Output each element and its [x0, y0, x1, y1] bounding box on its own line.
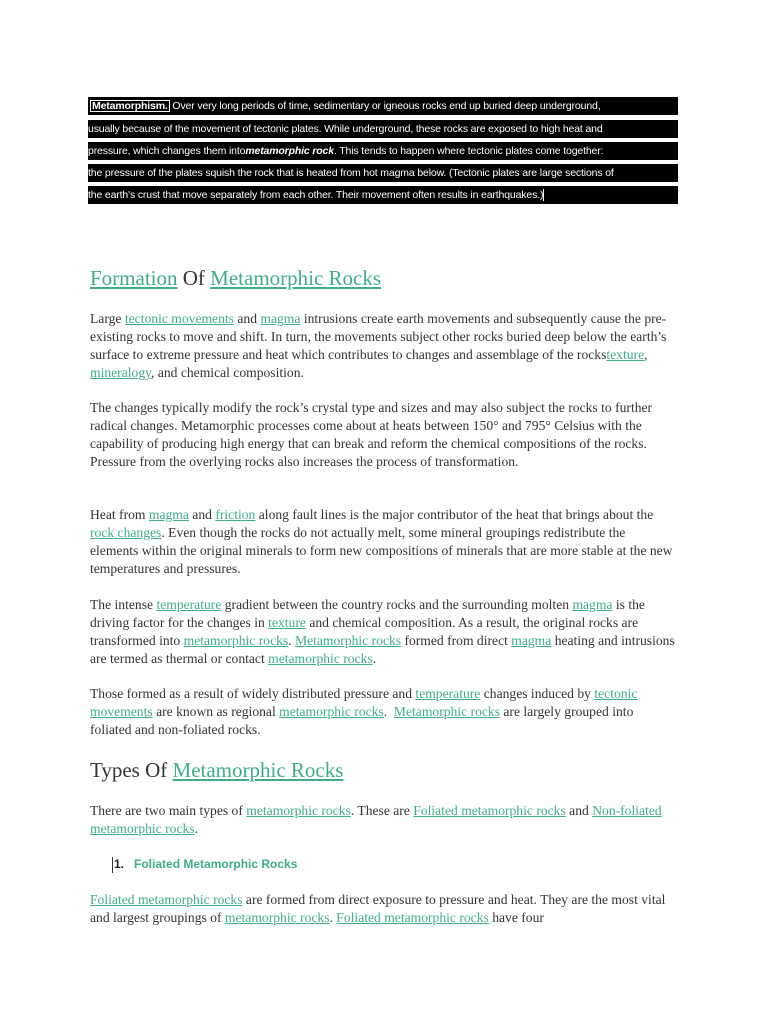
text: ,	[644, 347, 648, 362]
text: changes induced by	[480, 686, 595, 701]
text: Heat from	[90, 507, 149, 522]
text: There are two main types of	[90, 803, 247, 818]
link-tectonic-movements[interactable]: tectonic movements	[124, 311, 234, 326]
text: The intense	[90, 597, 157, 612]
text: gradient between the country rocks and the surrounding molten	[221, 597, 573, 612]
highlight-term: Metamorphism.	[92, 100, 168, 112]
list-label[interactable]: Foliated Metamorphic Rocks	[134, 857, 298, 871]
highlight-text-2: usually because of the movement of tectonic plates. While underground, these rocks are exposed to high heat and	[88, 123, 603, 135]
text: and	[565, 803, 593, 818]
heading-types	[90, 758, 343, 783]
link-metamorphic-rocks[interactable]: metamorphic rocks	[268, 651, 373, 666]
text-cursor	[112, 857, 113, 873]
paragraph-7	[90, 891, 675, 927]
link-non-foliated-metamorphic-rocks[interactable]: Non-foliated metamorphic rocks	[90, 803, 662, 836]
text: are formed from direct exposure to pressure and heat. They are the most vital and largest groupings of	[90, 892, 666, 925]
text: and chemical composition. As a result, the original rocks are transformed into	[90, 615, 639, 648]
text: along fault lines is the major contributor of the heat that brings about the	[255, 507, 654, 522]
text: is the driving factor for the changes in	[90, 597, 645, 630]
highlight-text-3a: pressure, which changes them into	[88, 145, 246, 157]
paragraph-5	[90, 685, 675, 739]
link-texture[interactable]: texture	[268, 615, 306, 630]
highlight-line-3	[88, 142, 678, 160]
text: . These are	[350, 803, 414, 818]
text: .	[194, 821, 198, 836]
highlight-text-3c: . This tends to happen where tectonic plates come together:	[333, 145, 604, 157]
link-metamorphic-rocks[interactable]: metamorphic rocks	[279, 704, 384, 719]
link-foliated-metamorphic-rocks[interactable]: Foliated metamorphic rocks	[336, 910, 489, 925]
list-number: 1.	[114, 857, 125, 871]
paragraph-3	[90, 506, 675, 578]
text-cursor	[543, 189, 544, 201]
link-metamorphic-rocks[interactable]: metamorphic rocks	[183, 633, 289, 648]
text: .	[288, 633, 295, 648]
text: are largely grouped into foliated and non-foliated rocks.	[90, 704, 634, 737]
link-metamorphic-rocks[interactable]: Metamorphic Rocks	[210, 266, 382, 290]
paragraph-4	[90, 596, 675, 668]
text: Those formed as a result of widely distributed pressure and	[90, 686, 416, 701]
text: and	[188, 507, 216, 522]
link-friction[interactable]: friction	[215, 507, 256, 522]
text: and	[233, 311, 261, 326]
highlight-text-4: the pressure of the plates squish the rock that is heated from hot magma below. (Tectonic plates are large sections of	[88, 167, 614, 179]
link-metamorphic-rocks[interactable]: metamorphic rocks	[224, 910, 330, 925]
link-tectonic-movements[interactable]: tectonic movements	[90, 686, 638, 719]
heading-text: Types Of	[90, 758, 173, 782]
heading-text: Of	[177, 266, 211, 290]
link-temperature[interactable]: temperature	[156, 597, 222, 612]
list-item	[112, 855, 297, 873]
link-metamorphic-rocks[interactable]: Metamorphic rocks	[294, 633, 402, 648]
text: intrusions create earth movements and subsequently cause the pre-existing rocks to move and shift. In turn, the movements subject other rocks buried deep below the earth’s surface to extreme pressure and heat which contributes to changes and assemblage of the rocks	[90, 311, 667, 362]
text: formed from direct	[401, 633, 512, 648]
paragraph-1	[90, 310, 675, 382]
text: .	[329, 910, 337, 925]
link-metamorphic-rocks[interactable]: Metamorphic Rocks	[172, 758, 344, 782]
highlight-text-1: Over very long periods of time, sedimentary or igneous rocks end up buried deep underground,	[169, 100, 601, 112]
link-formation[interactable]: Formation	[90, 266, 178, 290]
text: . Even though the rocks do not actually melt, some mineral groupings redistribute the elements within the original minerals to form new compositions of minerals that are more stable at the new temperatures and pressures.	[90, 525, 673, 576]
text: .	[372, 651, 377, 666]
text: .	[383, 704, 394, 719]
link-magma[interactable]: magma	[572, 597, 613, 612]
highlight-line-5	[88, 186, 678, 204]
text: have four	[488, 910, 544, 925]
highlight-line-2	[88, 120, 678, 138]
link-metamorphic-rocks[interactable]: Metamorphic rocks	[393, 704, 500, 719]
link-magma[interactable]: magma	[511, 633, 552, 648]
link-magma[interactable]: magma	[260, 311, 301, 326]
paragraph-2: The changes typically modify the rock’s crystal type and sizes and may also subject the rocks to further radical changes. Metamorphic processes come about at heats between 150° and 795° Celsius with the capability of producing high energy that can break and reform the chemical compositions of the rocks. Pressure from the overlying rocks also increases the process of transformation.	[90, 400, 653, 469]
link-texture[interactable]: texture	[606, 347, 645, 362]
highlight-text-5: the earth's crust that move separately from each other. Their movement often results in earthquakes.)	[88, 189, 544, 201]
link-foliated-metamorphic-rocks[interactable]: Foliated metamorphic rocks	[413, 803, 566, 818]
text: are known as regional	[152, 704, 280, 719]
link-magma[interactable]: magma	[148, 507, 189, 522]
link-foliated-metamorphic-rocks[interactable]: Foliated metamorphic rocks	[90, 892, 243, 907]
highlight-line-4	[88, 164, 678, 182]
link-mineralogy[interactable]: mineralogy	[90, 365, 152, 380]
link-metamorphic-rocks[interactable]: metamorphic rocks	[246, 803, 351, 818]
heading-formation	[90, 266, 381, 291]
highlight-emphasis: metamorphic rock	[245, 145, 334, 157]
text: , and chemical composition.	[151, 365, 304, 380]
text: Large	[90, 311, 125, 326]
paragraph-6	[90, 802, 675, 838]
link-rock-changes[interactable]: rock changes	[90, 525, 162, 540]
highlight-line-1	[88, 97, 678, 115]
link-temperature[interactable]: temperature	[415, 686, 481, 701]
text: heating and intrusions are termed as thermal or contact	[90, 633, 675, 666]
